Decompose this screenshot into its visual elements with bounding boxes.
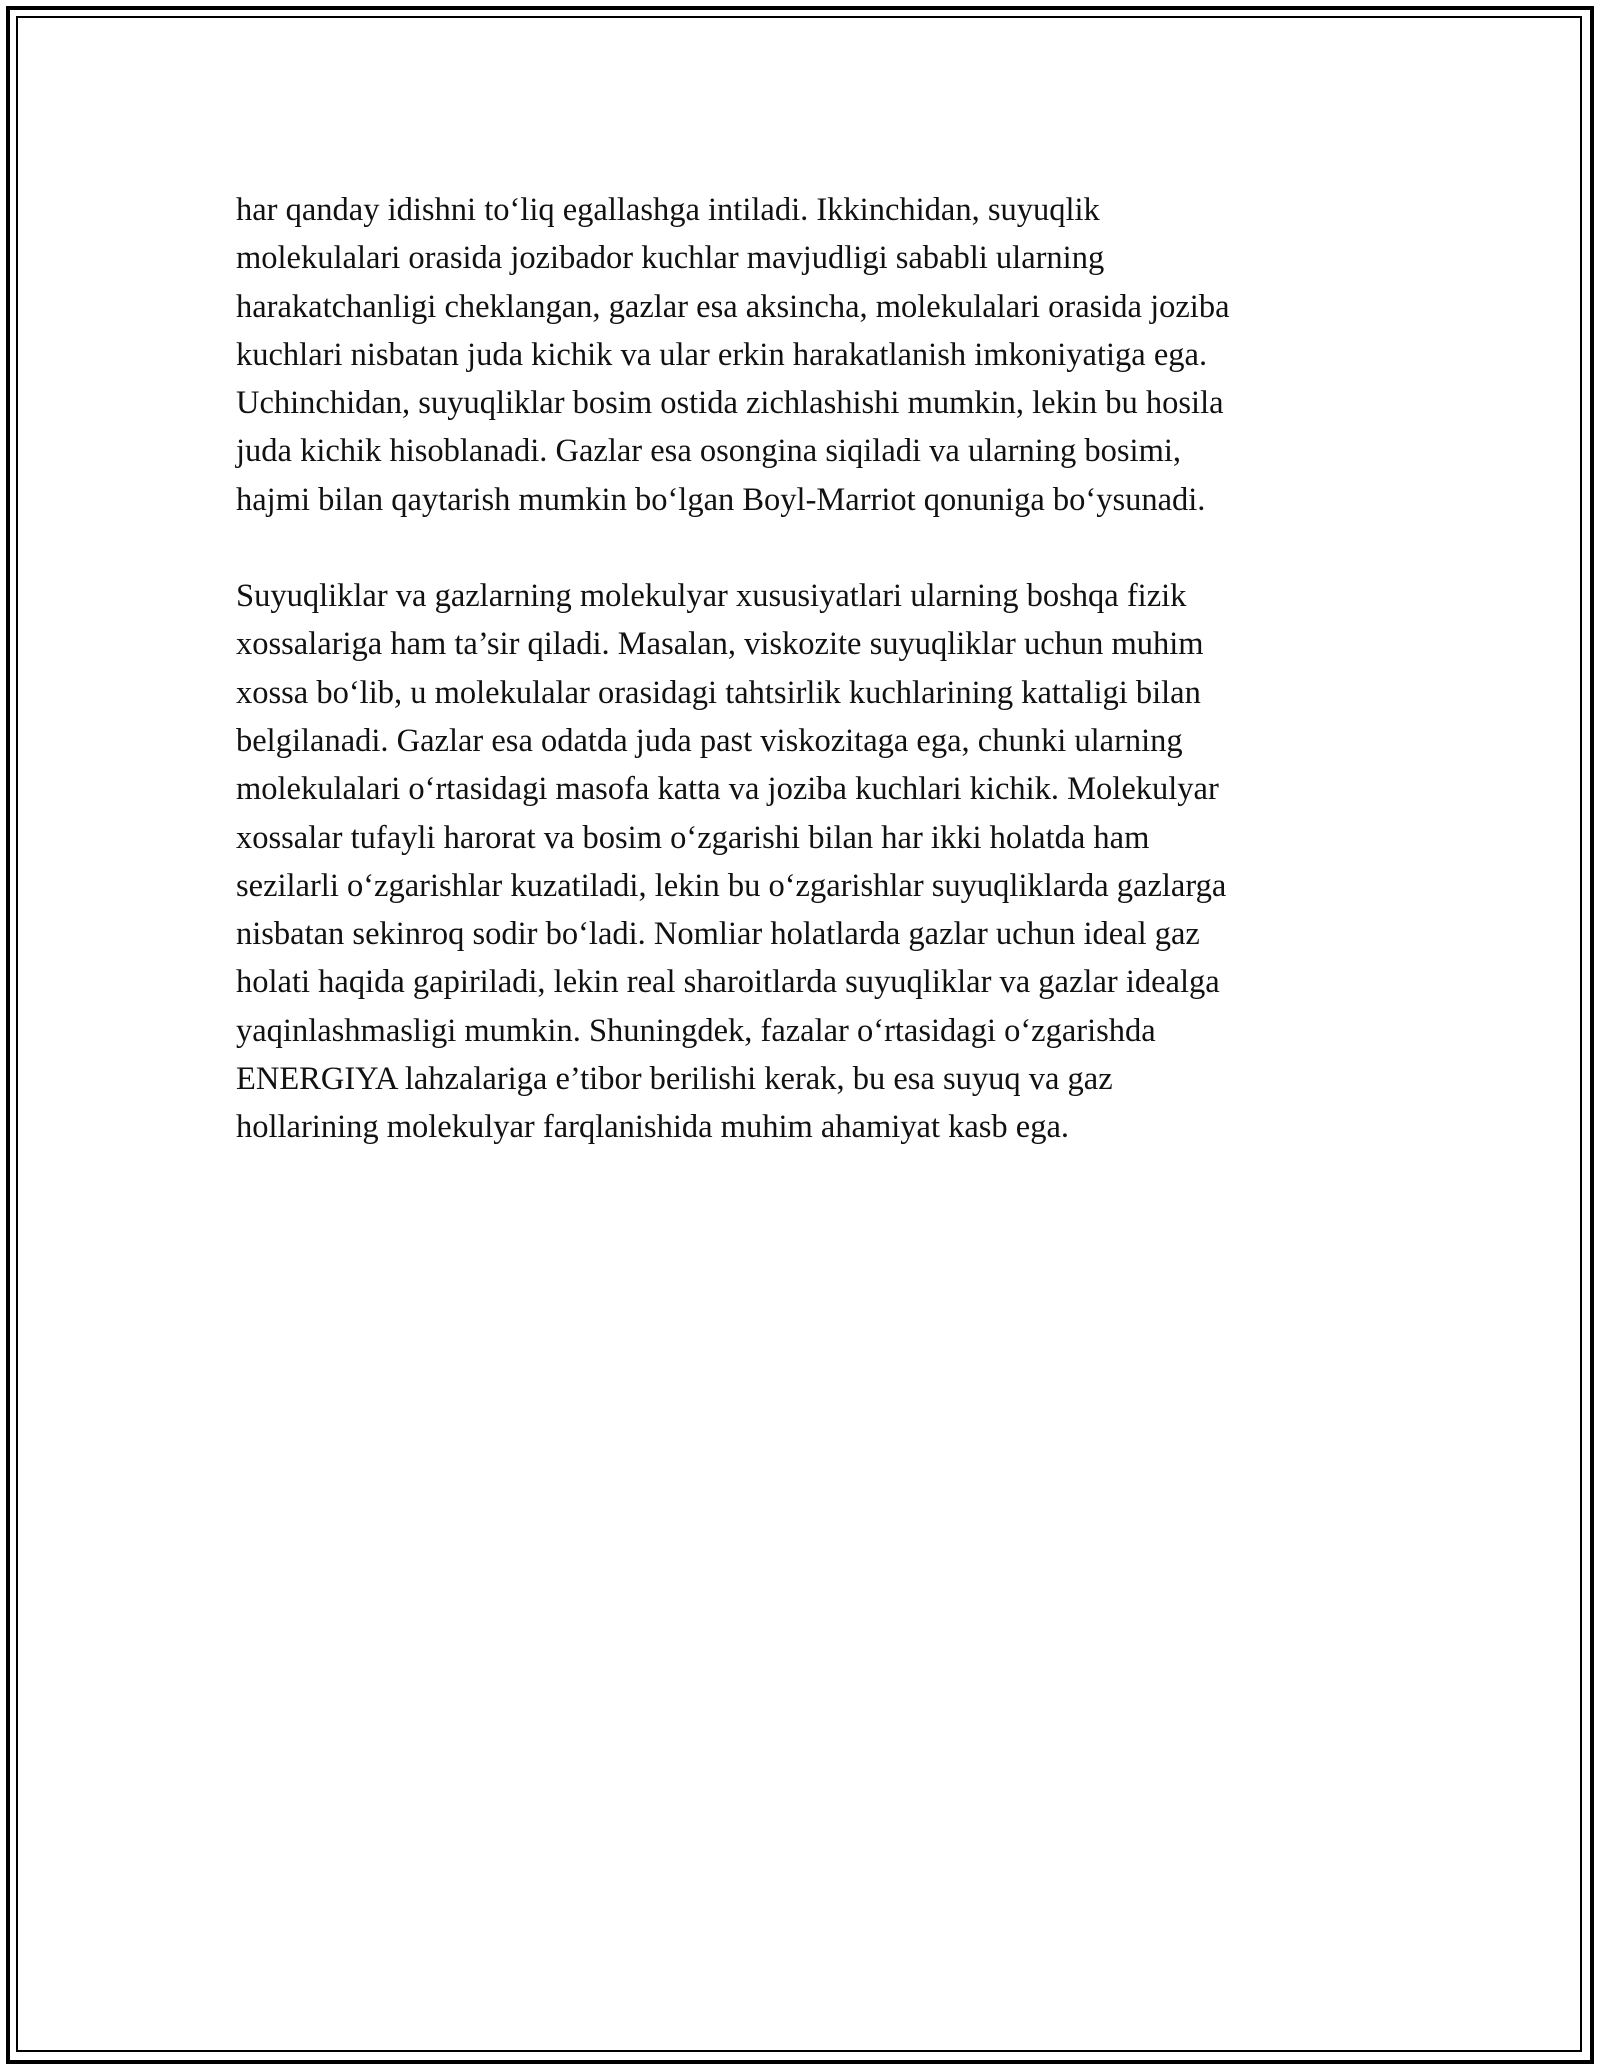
text-line: molekulalari orasida jozibador kuchlar mavjudligi sababli ularning bbox=[236, 240, 1105, 277]
document-body bbox=[236, 186, 1386, 1152]
text-line: xossalariga ham ta’sir qiladi. Masalan, viskozite suyuqliklar uchun muhim bbox=[236, 626, 1204, 663]
text-line: sezilarli o‘zgarishlar kuzatiladi, lekin bu o‘zgarishlar suyuqliklarda gazlarga bbox=[236, 867, 1227, 904]
text-line: molekulalari o‘rtasidagi masofa katta va joziba kuchlari kichik. Molekulyar bbox=[236, 771, 1219, 808]
text-line: hollarining molekulyar farqlanishida muhim ahamiyat kasb ega. bbox=[236, 1109, 1070, 1146]
text-line: holati haqida gapiriladi, lekin real sharoitlarda suyuqliklar va gazlar idealga bbox=[236, 964, 1220, 1001]
text-line: hajmi bilan qaytarish mumkin bo‘lgan Boyl-Marriot qonuniga bo‘ysunadi. bbox=[236, 481, 1206, 518]
text-line: ENERGIYA lahzalariga e’tibor berilishi kerak, bu esa suyuq va gaz bbox=[236, 1061, 1113, 1098]
text-line: belgilanadi. Gazlar esa odatda juda past viskozitaga ega, chunki ularning bbox=[236, 722, 1183, 759]
text-line: kuchlari nisbatan juda kichik va ular erkin harakatlanish imkoniyatiga ega. bbox=[236, 336, 1208, 373]
text-line: xossa bo‘lib, u molekulalar orasidagi tahtsirlik kuchlarining kattaligi bilan bbox=[236, 674, 1201, 711]
text-line: juda kichik hisoblanadi. Gazlar esa osongina siqiladi va ularning bosimi, bbox=[236, 433, 1182, 470]
text-line: Uchinchidan, suyuqliklar bosim ostida zichlashishi mumkin, lekin bu hosila bbox=[236, 385, 1224, 422]
text-line: har qanday idishni to‘liq egallashga intiladi. Ikkinchidan, suyuqlik bbox=[236, 192, 1100, 228]
text-line: nisbatan sekinroq sodir bo‘ladi. Nomliar holatlarda gazlar uchun ideal gaz bbox=[236, 916, 1200, 953]
paragraph-2 bbox=[236, 572, 1386, 1152]
text-line: Suyuqliklar va gazlarning molekulyar xususiyatlari ularning boshqa fizik bbox=[236, 578, 1187, 615]
paragraph-1 bbox=[236, 186, 1386, 524]
text-line: harakatchanligi cheklangan, gazlar esa aksincha, molekulalari orasida joziba bbox=[236, 288, 1230, 325]
text-line: xossalar tufayli harorat va bosim o‘zgarishi bilan har ikki holatda ham bbox=[236, 819, 1150, 856]
text-line: yaqinlashmasligi mumkin. Shuningdek, fazalar o‘rtasidagi o‘zgarishda bbox=[236, 1012, 1156, 1049]
